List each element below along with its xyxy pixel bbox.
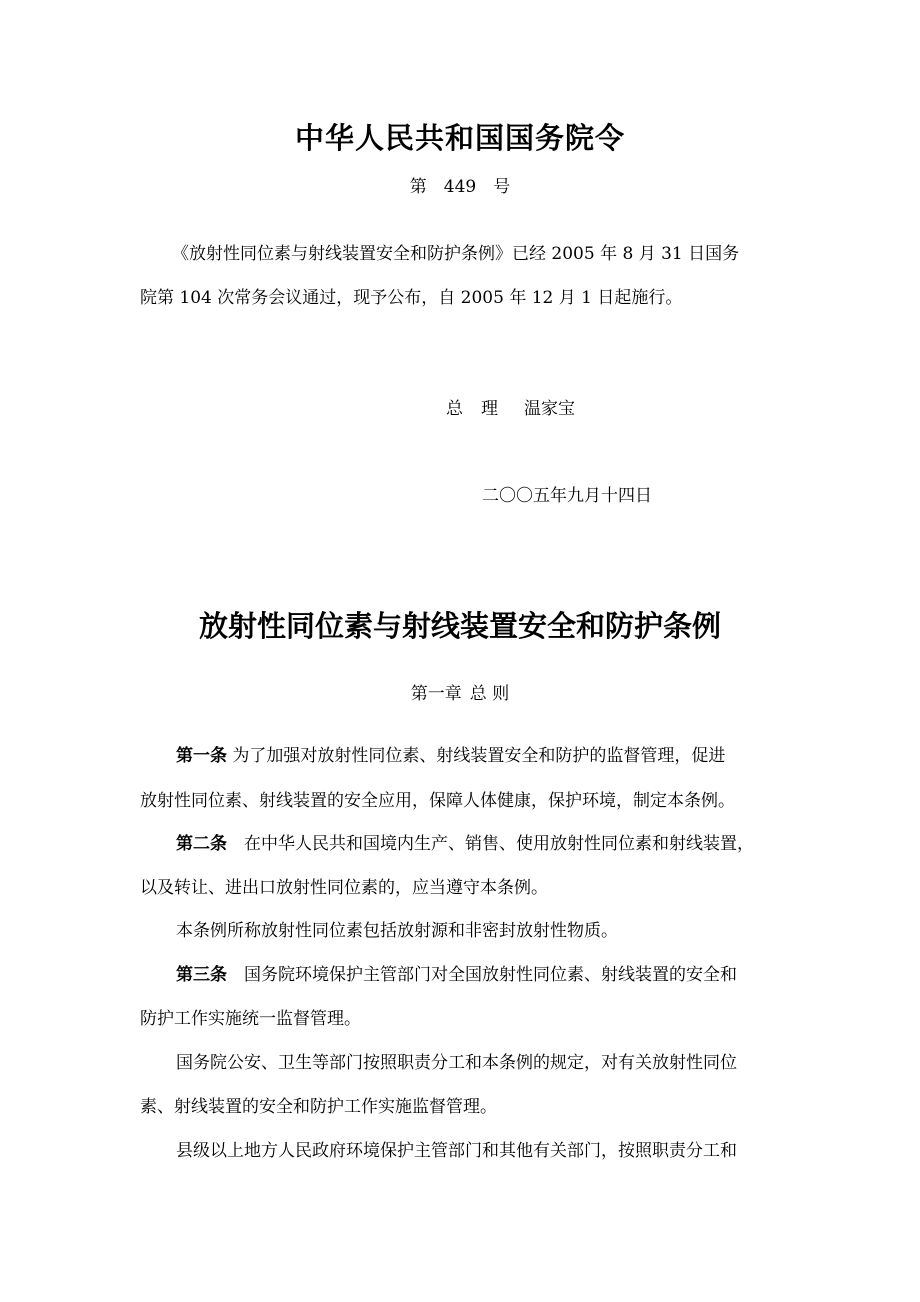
article-2-label: 第二条 bbox=[176, 834, 227, 854]
article-2-text-1: 在中华人民共和国境内生产、销售、使用放射性同位素和射线装置， bbox=[227, 834, 754, 854]
article-1-text-1: 为了加强对放射性同位素、射线装置安全和防护的监督管理，促进 bbox=[227, 746, 726, 766]
article-3-extra-2-line-1: 县级以上地方人民政府环境保护主管部门和其他有关部门，按照职责分工和 bbox=[176, 1141, 737, 1161]
article-1-line-1 bbox=[176, 745, 816, 767]
article-1-label: 第一条 bbox=[176, 746, 227, 766]
regulation-title: 放射性同位素与射线装置安全和防护条例 bbox=[198, 609, 721, 643]
signer-title-2: 理 bbox=[481, 399, 498, 419]
chapter-label: 第一章 bbox=[410, 684, 462, 704]
decree-body-line-1: 《放射性同位素与射线装置安全和防护条例》已经 2005 年 8 月 31 日国务 bbox=[172, 244, 740, 264]
article-2-extra: 本条例所称放射性同位素包括放射源和非密封放射性物质。 bbox=[176, 921, 618, 941]
article-3-text-1: 国务院环境保护主管部门对全国放射性同位素、射线装置的安全和 bbox=[227, 965, 737, 985]
article-3-extra-1-line-2: 素、射线装置的安全和防护工作实施监督管理。 bbox=[140, 1097, 497, 1117]
article-1-line-2: 放射性同位素、射线装置的安全应用，保障人体健康，保护环境，制定本条例。 bbox=[140, 791, 735, 811]
signer bbox=[446, 394, 575, 419]
signing-date: 二〇〇五年九月十四日 bbox=[482, 486, 652, 506]
signer-title-1: 总 bbox=[446, 399, 463, 419]
article-3-line-2: 防护工作实施统一监督管理。 bbox=[140, 1009, 361, 1029]
chapter-heading bbox=[0, 679, 920, 704]
decree-title: 中华人民共和国国务院令 bbox=[294, 121, 625, 155]
chapter-name: 总 则 bbox=[469, 684, 510, 704]
signer-name: 温家宝 bbox=[524, 399, 575, 419]
article-2-line-2: 以及转让、进出口放射性同位素的，应当遵守本条例。 bbox=[140, 878, 548, 898]
article-3-extra-1-line-1: 国务院公安、卫生等部门按照职责分工和本条例的规定，对有关放射性同位 bbox=[176, 1053, 737, 1073]
decree-number: 第 449 号 bbox=[409, 177, 511, 197]
article-2-line-1 bbox=[176, 833, 816, 855]
article-3-line-1 bbox=[176, 964, 816, 986]
article-3-label: 第三条 bbox=[176, 965, 227, 985]
decree-body-line-2: 院第 104 次常务会议通过，现予公布，自 2005 年 12 月 1 日起施行。 bbox=[140, 288, 683, 308]
